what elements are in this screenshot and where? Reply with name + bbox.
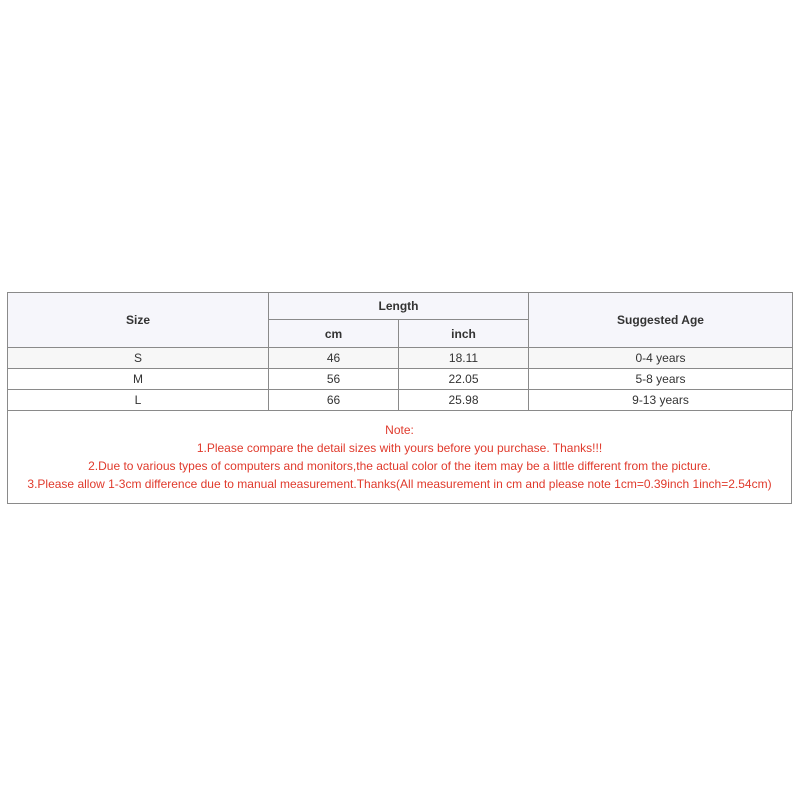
notes-box: [7, 411, 792, 504]
cell-inch: 25.98: [399, 390, 529, 411]
cell-size: S: [8, 348, 269, 369]
cell-size: M: [8, 369, 269, 390]
note-title: Note:: [385, 423, 414, 437]
header-suggested-age: Suggested Age: [529, 293, 793, 348]
cell-age: 9-13 years: [529, 390, 793, 411]
header-size: Size: [8, 293, 269, 348]
cell-cm: 46: [269, 348, 399, 369]
table-row: [8, 348, 793, 369]
cell-age: 5-8 years: [529, 369, 793, 390]
note-line-3: 3.Please allow 1-3cm difference due to manual measurement.Thanks(All measurement in cm and please note 1cm=0.39inch 1inch=2.54cm): [27, 477, 772, 491]
table-row: [8, 390, 793, 411]
cell-inch: 22.05: [399, 369, 529, 390]
cell-cm: 56: [269, 369, 399, 390]
size-table: [7, 292, 793, 411]
header-inch: inch: [399, 320, 529, 348]
header-row: [8, 293, 793, 320]
cell-inch: 18.11: [399, 348, 529, 369]
cell-age: 0-4 years: [529, 348, 793, 369]
size-chart: [7, 292, 792, 504]
note-line-2: 2.Due to various types of computers and monitors,the actual color of the item may be a little different from the picture.: [88, 459, 711, 473]
table-row: [8, 369, 793, 390]
cell-size: L: [8, 390, 269, 411]
cell-cm: 66: [269, 390, 399, 411]
header-cm: cm: [269, 320, 399, 348]
header-length: Length: [269, 293, 529, 320]
note-line-1: 1.Please compare the detail sizes with yours before you purchase. Thanks!!!: [196, 441, 603, 455]
